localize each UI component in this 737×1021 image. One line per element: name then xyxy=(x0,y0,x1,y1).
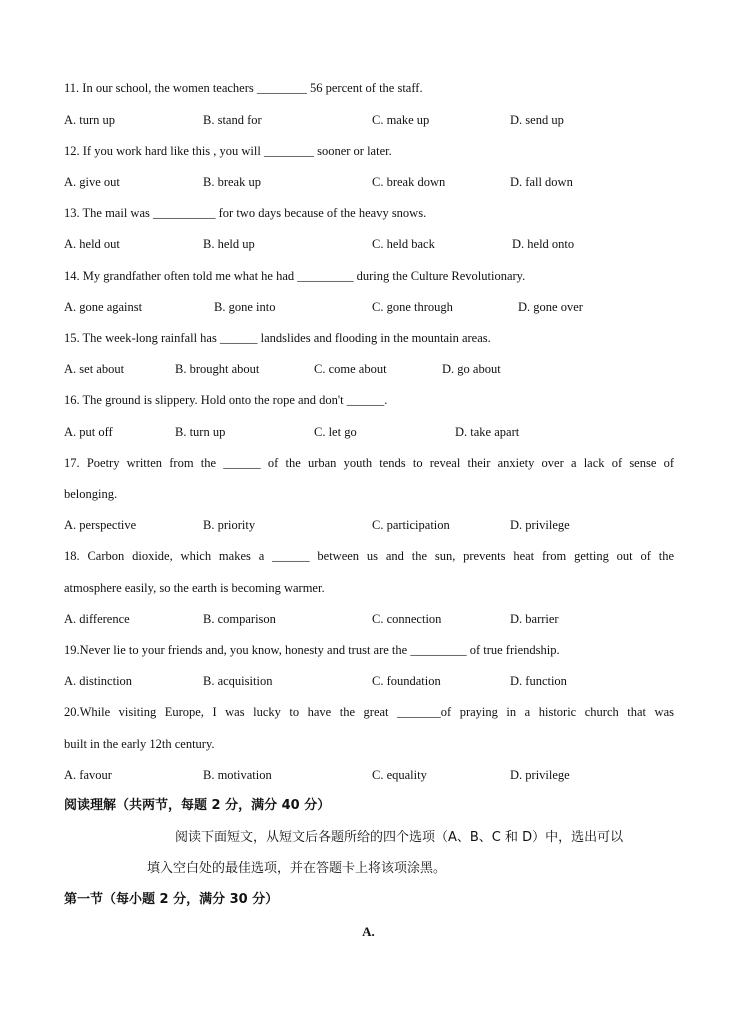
question-17-option-a: A. perspective xyxy=(64,518,137,532)
question-16-option-d: D. take apart xyxy=(455,425,520,439)
question-18-option-d: D. barrier xyxy=(510,612,559,626)
question-19-option-c: C. foundation xyxy=(372,674,441,688)
reading-header: 阅读理解（共两节，每题 2 分，满分 40 分） xyxy=(64,798,331,813)
question-18-stem: 18. Carbon dioxide, which makes a ______ between us and the sun, prevents heat from getting out of the xyxy=(64,549,674,563)
question-20-option-a: A. favour xyxy=(64,768,112,782)
question-20-stem-continued: built in the early 12th century. xyxy=(64,737,215,751)
question-15-option-b: B. brought about xyxy=(175,362,260,376)
question-13-option-b: B. held up xyxy=(203,237,255,251)
question-20-stem: 20.While visiting Europe, I was lucky to have the great _______of praying in a historic church that was xyxy=(64,705,674,719)
question-18-stem-continued: atmosphere easily, so the earth is becoming warmer. xyxy=(64,581,325,595)
question-19-option-b: B. acquisition xyxy=(203,674,273,688)
question-15-stem: 15. The week-long rainfall has ______ landslides and flooding in the mountain areas. xyxy=(64,331,491,345)
question-18-option-c: C. connection xyxy=(372,612,442,626)
question-16-option-b: B. turn up xyxy=(175,425,226,439)
question-12-option-c: C. break down xyxy=(372,175,446,189)
question-11-option-c: C. make up xyxy=(372,113,430,127)
question-14-option-d: D. gone over xyxy=(518,300,583,314)
question-14-option-b: B. gone into xyxy=(214,300,276,314)
passage-label: A. xyxy=(362,924,375,939)
question-12-option-b: B. break up xyxy=(203,175,261,189)
question-17-option-d: D. privilege xyxy=(510,518,570,532)
question-17-option-b: B. priority xyxy=(203,518,256,532)
question-13-stem: 13. The mail was __________ for two days because of the heavy snows. xyxy=(64,206,427,220)
question-15-option-a: A. set about xyxy=(64,362,125,376)
question-11-option-d: D. send up xyxy=(510,113,564,127)
question-13-option-d: D. held onto xyxy=(512,237,575,251)
question-12-option-a: A. give out xyxy=(64,175,120,189)
question-17-option-c: C. participation xyxy=(372,518,450,532)
question-19-option-a: A. distinction xyxy=(64,674,133,688)
question-19-option-d: D. function xyxy=(510,674,567,688)
section-1-heading: 第一节（每小题 2 分，满分 30 分） xyxy=(64,892,279,907)
question-18-option-a: A. difference xyxy=(64,612,130,626)
question-11-option-a: A. turn up xyxy=(64,113,116,127)
question-17-stem: 17. Poetry written from the ______ of the urban youth tends to reveal their anxiety over a lack of sense of xyxy=(64,456,674,470)
question-16-option-a: A. put off xyxy=(64,425,113,439)
question-11-option-b: B. stand for xyxy=(203,113,262,127)
question-13-option-a: A. held out xyxy=(64,237,120,251)
question-13-option-c: C. held back xyxy=(372,237,435,251)
reading-instruction-line-2: 填入空白处的最佳选项，并在答题卡上将该项涂黑。 xyxy=(147,861,447,876)
question-14-option-a: A. gone against xyxy=(64,300,143,314)
question-20-option-c: C. equality xyxy=(372,768,427,782)
question-15-option-c: C. come about xyxy=(314,362,387,376)
question-14-stem: 14. My grandfather often told me what he had _________ during the Culture Revolutionary. xyxy=(64,269,526,283)
question-20-option-d: D. privilege xyxy=(510,768,570,782)
question-19-stem: 19.Never lie to your friends and, you know, honesty and trust are the _________ of true friendship. xyxy=(64,643,560,657)
question-11-stem: 11. In our school, the women teachers ________ 56 percent of the staff. xyxy=(64,81,423,95)
question-16-stem: 16. The ground is slippery. Hold onto the rope and don't ______. xyxy=(64,393,388,407)
question-14-option-c: C. gone through xyxy=(372,300,453,314)
question-18-option-b: B. comparison xyxy=(203,612,276,626)
reading-instruction-line-1: 阅读下面短文，从短文后各题所给的四个选项（A、B、C 和 D）中，选出可以 xyxy=(175,830,624,845)
question-17-stem-continued: belonging. xyxy=(64,487,118,501)
question-12-stem: 12. If you work hard like this , you will ________ sooner or later. xyxy=(64,144,392,158)
question-12-option-d: D. fall down xyxy=(510,175,573,189)
question-16-option-c: C. let go xyxy=(314,425,357,439)
question-20-option-b: B. motivation xyxy=(203,768,272,782)
question-15-option-d: D. go about xyxy=(442,362,501,376)
